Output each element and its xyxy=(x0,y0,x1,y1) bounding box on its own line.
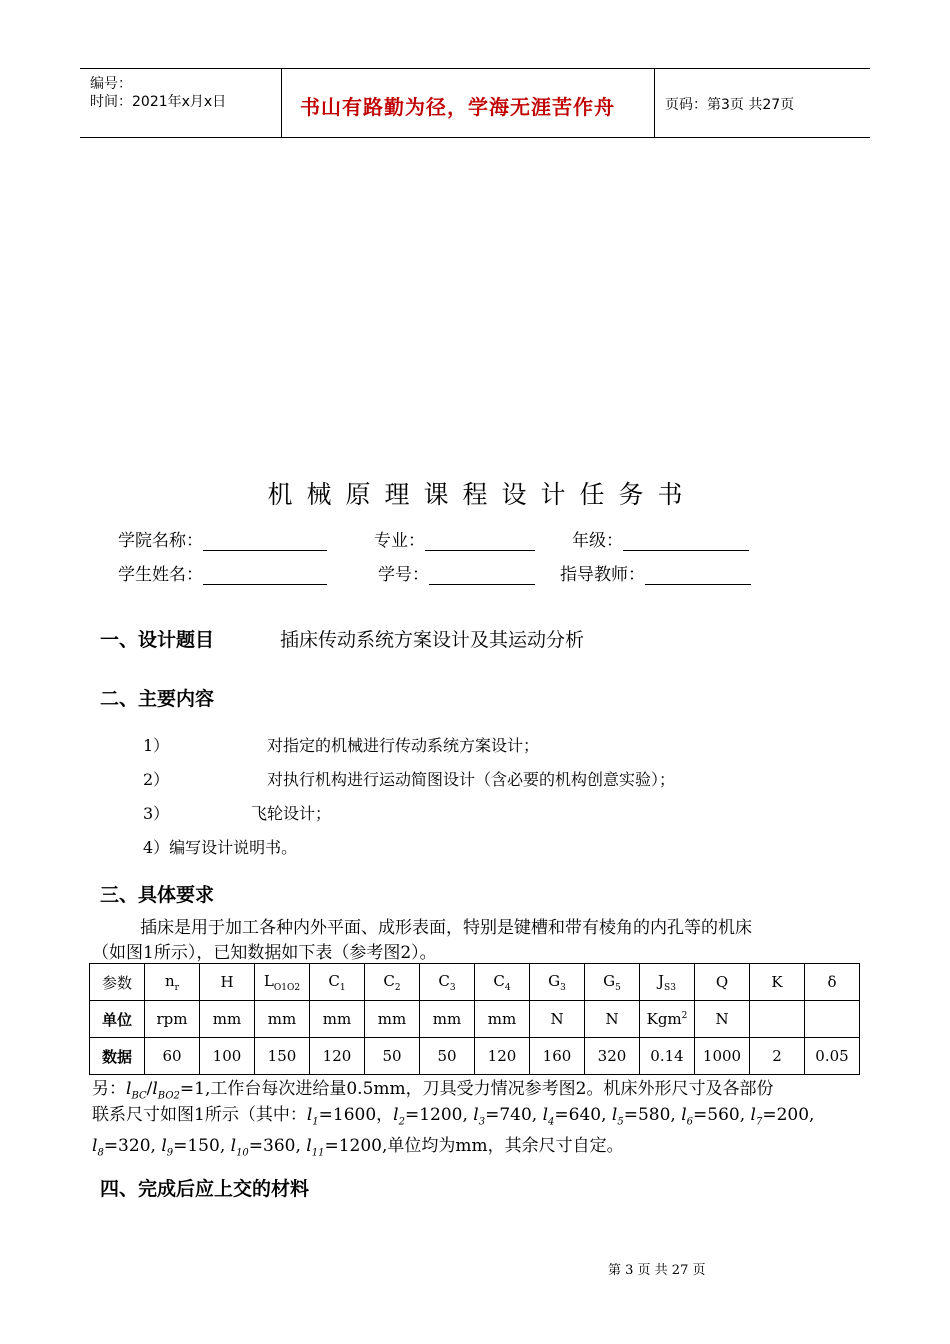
param-value-cell: 0.14 xyxy=(640,1038,695,1075)
param-unit-cell: N xyxy=(695,1001,750,1038)
time-label: 时间：2021年x月x日 xyxy=(90,94,227,110)
major-field xyxy=(374,526,535,551)
dimension-value: =1600， xyxy=(318,1105,394,1125)
param-value-cell: 120 xyxy=(475,1038,530,1075)
dimension-value: =1200, xyxy=(404,1105,474,1125)
row-header: 参数 xyxy=(90,964,145,1001)
header-divider xyxy=(654,69,655,137)
dimension-symbol: $l_{10}$ xyxy=(230,1136,249,1159)
param-unit-cell: Kgm$^2$ xyxy=(640,1001,695,1038)
ratio-l: $l_{BC}$ xyxy=(126,1079,147,1102)
section1-heading: 一、设计题目 xyxy=(100,629,215,651)
list-item-number: 3） xyxy=(143,804,170,823)
requirement-paragraph: 插床是用于加工各种内外平面、成形表面，特别是键槽和带有棱角的内孔等的机床 xyxy=(140,918,752,938)
dimension-symbol: $l_9$ xyxy=(161,1136,174,1159)
list-item-number: 2） xyxy=(143,770,170,789)
param-unit-cell: N xyxy=(585,1001,640,1038)
param-name-cell: $C_1$ xyxy=(310,964,365,1001)
dimension-symbol: $l_5$ xyxy=(611,1105,624,1128)
advisor-field xyxy=(560,560,751,585)
section4-heading: 四、完成后应上交的材料 xyxy=(100,1178,310,1200)
major-label: 专业： xyxy=(374,531,425,551)
list-item: 对执行机构进行运动简图设计（含必要的机构创意实验）； xyxy=(267,770,676,789)
dimension-value: =580, xyxy=(623,1105,682,1125)
param-name-cell: $n_r$ xyxy=(145,964,200,1001)
dimension-symbol: $l_8$ xyxy=(92,1136,104,1159)
page-header xyxy=(80,68,870,138)
student-id-blank xyxy=(429,564,535,585)
section2-heading: 二、主要内容 xyxy=(100,688,215,710)
param-value-cell: 100 xyxy=(200,1038,255,1075)
dimension-value: =200, xyxy=(762,1105,815,1125)
design-topic: 插床传动系统方案设计及其运动分析 xyxy=(280,629,585,651)
list-item: 飞轮设计； xyxy=(251,804,332,823)
list-item: 4）编写设计说明书。 xyxy=(143,838,298,857)
param-name-cell: $J_{S3}$ xyxy=(640,964,695,1001)
param-unit-cell: mm xyxy=(310,1001,365,1038)
grade-label: 年级： xyxy=(572,531,623,551)
dimension-symbol: $l_6$ xyxy=(681,1105,694,1128)
ratio-l: $l_{BO2}$ xyxy=(152,1079,180,1102)
param-unit-cell: N xyxy=(530,1001,585,1038)
dimension-value: =150, xyxy=(173,1136,231,1157)
param-name-cell: $C_3$ xyxy=(420,964,475,1001)
param-unit-cell xyxy=(750,1001,805,1038)
list-item: 对指定的机械进行传动系统方案设计； xyxy=(267,736,540,755)
row-header: 单位 xyxy=(90,1001,145,1038)
param-unit-cell xyxy=(805,1001,860,1038)
grade-blank xyxy=(623,530,749,551)
dimension-value: =740, xyxy=(485,1105,543,1125)
param-name-cell: δ xyxy=(805,964,860,1001)
param-name-cell: H xyxy=(200,964,255,1001)
param-name-cell: $G_5$ xyxy=(585,964,640,1001)
param-value-cell: 150 xyxy=(255,1038,310,1075)
student-name-blank xyxy=(203,564,327,585)
table-row xyxy=(90,1001,860,1038)
param-unit-cell: mm xyxy=(475,1001,530,1038)
college-field xyxy=(118,526,327,551)
note-text: 单位均为mm，其余尺寸自定。 xyxy=(387,1136,624,1157)
dimension-symbol: $l_2$ xyxy=(393,1105,405,1128)
motto-text: 书山有路勤为径，学海无涯苦作舟 xyxy=(300,95,615,119)
param-name-cell: Q xyxy=(695,964,750,1001)
student-name-field xyxy=(118,560,327,585)
param-value-cell: 2 xyxy=(750,1038,805,1075)
table-row xyxy=(90,964,860,1001)
param-value-cell: 0.05 xyxy=(805,1038,860,1075)
dimension-symbol: $l_7$ xyxy=(750,1105,763,1128)
college-label: 学院名称： xyxy=(118,531,203,551)
param-name-cell: $C_4$ xyxy=(475,964,530,1001)
advisor-label: 指导教师： xyxy=(560,565,645,585)
param-value-cell: 50 xyxy=(420,1038,475,1075)
row-header: 数据 xyxy=(90,1038,145,1075)
param-unit-cell: mm xyxy=(365,1001,420,1038)
param-value-cell: 320 xyxy=(585,1038,640,1075)
major-blank xyxy=(425,530,535,551)
param-unit-cell: mm xyxy=(200,1001,255,1038)
page-info: 页码：第3页 共27页 xyxy=(665,97,795,113)
param-name-cell: $L_{O1O2}$ xyxy=(255,964,310,1001)
dimension-value: =1200, xyxy=(324,1136,388,1157)
page-footer: 第 3 页 共 27 页 xyxy=(608,1263,706,1278)
note-prefix: 另： xyxy=(92,1079,126,1099)
section3-heading: 三、具体要求 xyxy=(100,884,215,906)
param-name-cell: K xyxy=(750,964,805,1001)
param-value-cell: 60 xyxy=(145,1038,200,1075)
dimension-symbol: $l_4$ xyxy=(542,1105,555,1128)
student-id-label: 学号： xyxy=(378,565,429,585)
dimension-value: =360, xyxy=(248,1136,307,1157)
dimension-symbol: $l_{11}$ xyxy=(306,1136,325,1159)
list-item-number: 1） xyxy=(143,736,170,755)
number-label: 编号： xyxy=(90,76,132,92)
dimension-value: =320, xyxy=(103,1136,162,1157)
param-value-cell: 50 xyxy=(365,1038,420,1075)
note-text: =1,工作台每次进给量0.5mm，刀具受力情况参考图2。机床外形尺寸及各部份 xyxy=(179,1079,774,1099)
param-name-cell: $G_3$ xyxy=(530,964,585,1001)
note-dimensions xyxy=(92,1103,852,1166)
advisor-blank xyxy=(645,564,751,585)
dimension-value: =560, xyxy=(693,1105,751,1125)
grade-field xyxy=(572,526,749,551)
table-row xyxy=(90,1038,860,1075)
param-value-cell: 1000 xyxy=(695,1038,750,1075)
dimension-symbol: $l_1$ xyxy=(306,1105,319,1128)
dimension-symbol: $l_3$ xyxy=(473,1105,486,1128)
document-title: 机械原理课程设计任务书 xyxy=(267,480,697,509)
header-divider xyxy=(281,69,282,137)
dimension-value: =640, xyxy=(554,1105,612,1125)
param-unit-cell: rpm xyxy=(145,1001,200,1038)
param-unit-cell: mm xyxy=(255,1001,310,1038)
param-value-cell: 120 xyxy=(310,1038,365,1075)
param-unit-cell: mm xyxy=(420,1001,475,1038)
note-text: 联系尺寸如图1所示（其中： xyxy=(92,1105,307,1125)
college-blank xyxy=(203,530,327,551)
student-name-label: 学生姓名： xyxy=(118,565,203,585)
parameter-table xyxy=(89,963,860,1075)
param-value-cell: 160 xyxy=(530,1038,585,1075)
ratio-separator: / xyxy=(146,1079,153,1099)
param-name-cell: $C_2$ xyxy=(365,964,420,1001)
student-id-field xyxy=(378,560,535,585)
requirement-paragraph: （如图1所示），已知数据如下表（参考图2）。 xyxy=(92,943,437,963)
